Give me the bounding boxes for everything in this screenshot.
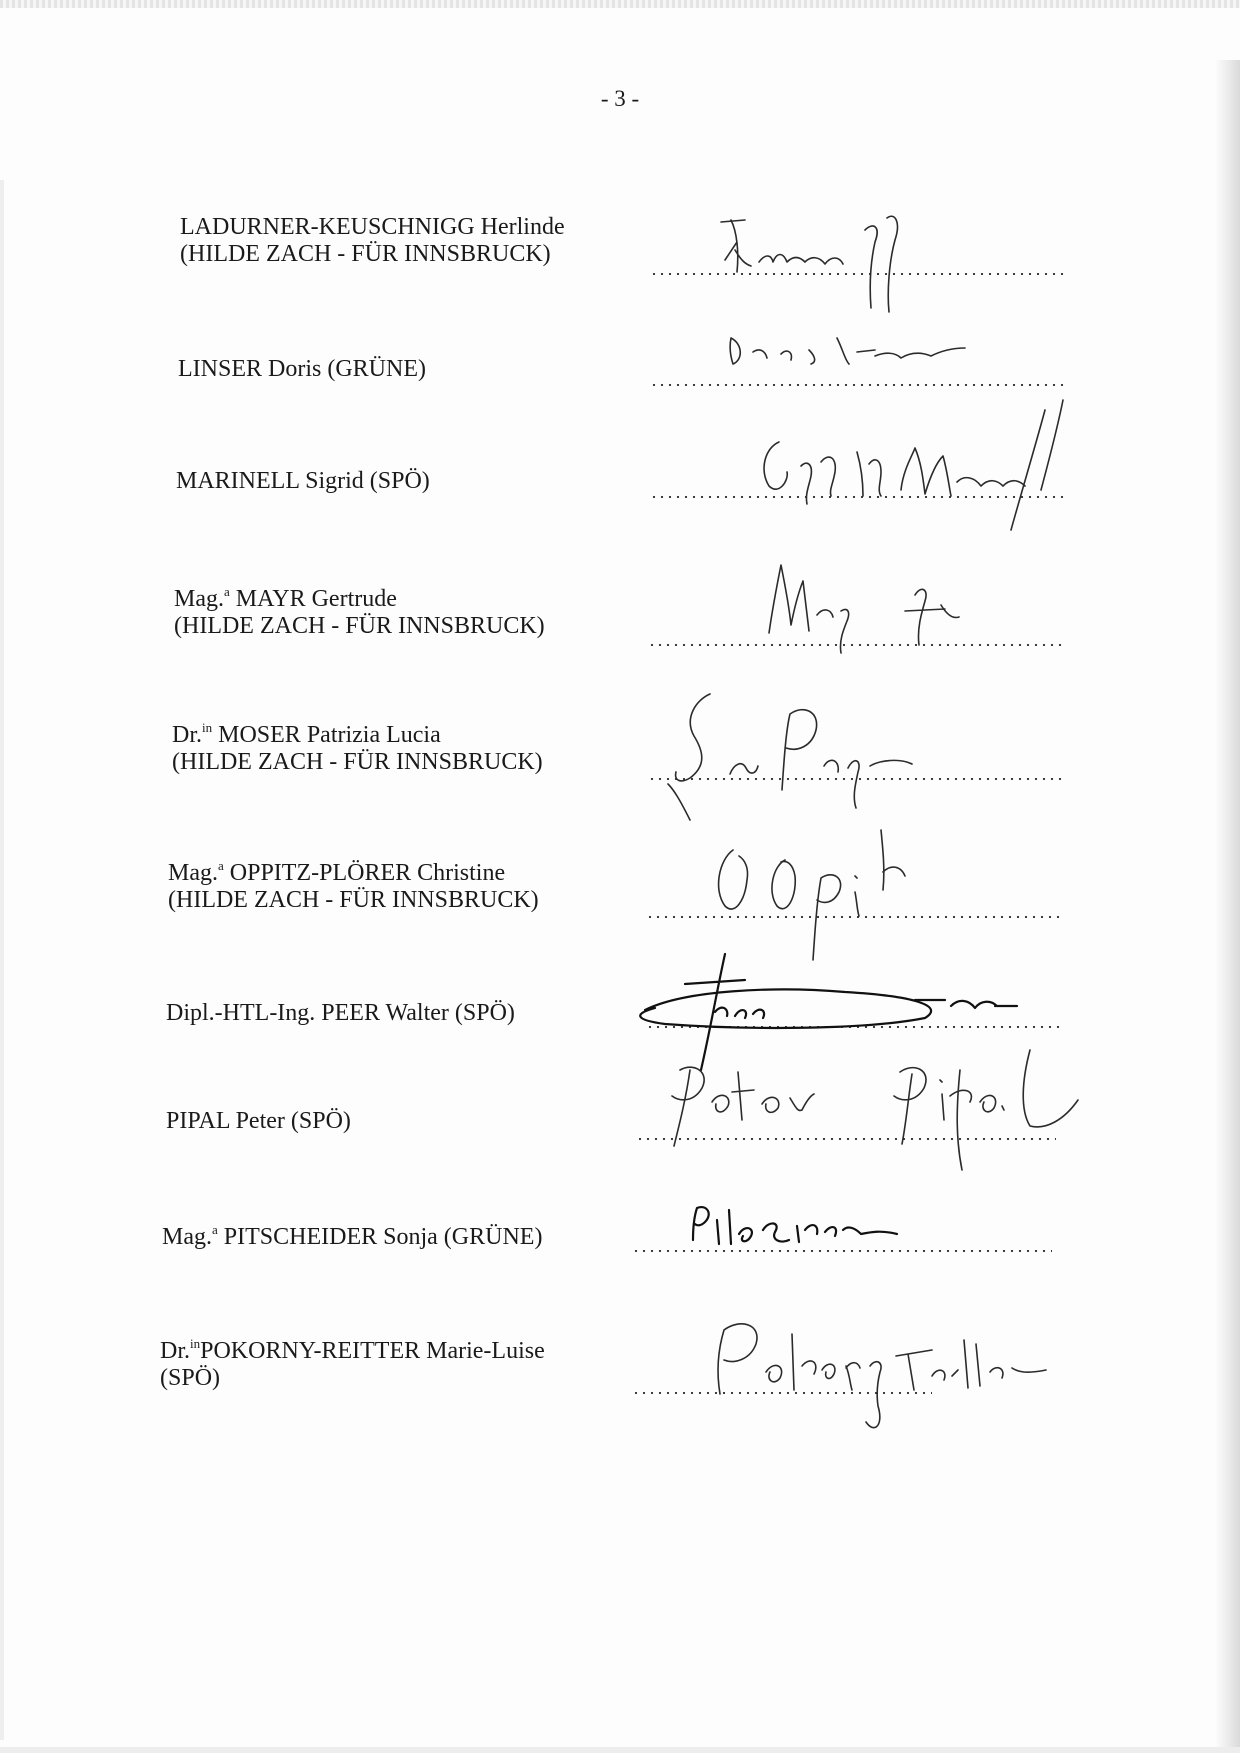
signatory-party: (HILDE ZACH - FÜR INNSBRUCK) xyxy=(174,613,545,639)
academic-title: Dr. xyxy=(172,722,202,748)
academic-title-suffix: a xyxy=(218,858,224,873)
signatory-entry xyxy=(160,1338,545,1392)
academic-title: Mag. xyxy=(168,860,218,886)
signatory-entry xyxy=(166,1000,515,1027)
signature-handwriting xyxy=(725,330,985,380)
signatory-party: (SPÖ) xyxy=(160,1365,221,1391)
signatory-entry xyxy=(166,1108,351,1135)
signature-handwriting xyxy=(685,1200,905,1260)
signatory-name: Mag.$^a$ OPPITZ-PLÖRER Christine xyxy=(168,858,506,886)
academic-title-suffix: in xyxy=(190,1336,201,1351)
scan-edge-right xyxy=(1214,60,1240,1750)
signatory-entry xyxy=(176,468,430,495)
academic-title: Mag. xyxy=(174,586,224,612)
signature-handwriting xyxy=(650,1050,1090,1180)
signature-handwriting xyxy=(745,400,1085,540)
scan-edge-left xyxy=(0,180,4,1740)
signatory-name: Mag.$^a$ MAYR Gertrude xyxy=(174,584,397,612)
academic-title-suffix: a xyxy=(212,1222,218,1237)
signatory-entry xyxy=(162,1224,542,1251)
signatory-entry xyxy=(172,722,543,776)
signature-handwriting xyxy=(755,545,995,655)
scan-edge-top xyxy=(0,0,1240,8)
signatory-entry xyxy=(168,860,539,914)
signatory-entry xyxy=(174,586,545,640)
signatory-name: LINSER Doris (GRÜNE) xyxy=(178,356,426,382)
signature-line xyxy=(650,384,1065,386)
academic-title-suffix: a xyxy=(224,584,230,599)
signatory-name: Dr.$^{in}$POKORNY-REITTER Marie-Luise xyxy=(160,1336,545,1364)
signatory-party: (HILDE ZACH - FÜR INNSBRUCK) xyxy=(180,241,551,267)
signature-handwriting xyxy=(700,1310,1080,1440)
signatory-name: PIPAL Peter (SPÖ) xyxy=(166,1108,351,1134)
signature-handwriting xyxy=(715,212,975,322)
signatory-name: Dipl.-HTL-Ing. PEER Walter (SPÖ) xyxy=(166,1000,515,1026)
academic-title-suffix: in xyxy=(202,720,213,735)
scan-edge-bottom xyxy=(0,1747,1240,1753)
signature-handwriting xyxy=(650,680,950,830)
signatory-name: MARINELL Sigrid (SPÖ) xyxy=(176,468,430,494)
academic-title: Mag. xyxy=(162,1224,212,1250)
signatory-party: (HILDE ZACH - FÜR INNSBRUCK) xyxy=(172,749,543,775)
signatory-name: Mag.$^a$ PITSCHEIDER Sonja (GRÜNE) xyxy=(162,1222,543,1250)
signatory-name: Dr.$^{in}$ MOSER Patrizia Lucia xyxy=(172,720,441,748)
page-number: - 3 - xyxy=(600,86,640,111)
signatory-name: LADURNER-KEUSCHNIGG Herlinde xyxy=(180,214,565,240)
signatory-entry xyxy=(178,356,426,383)
academic-title: Dr. xyxy=(160,1338,190,1364)
signatory-entry xyxy=(180,214,565,268)
signatory-party: (HILDE ZACH - FÜR INNSBRUCK) xyxy=(168,887,539,913)
